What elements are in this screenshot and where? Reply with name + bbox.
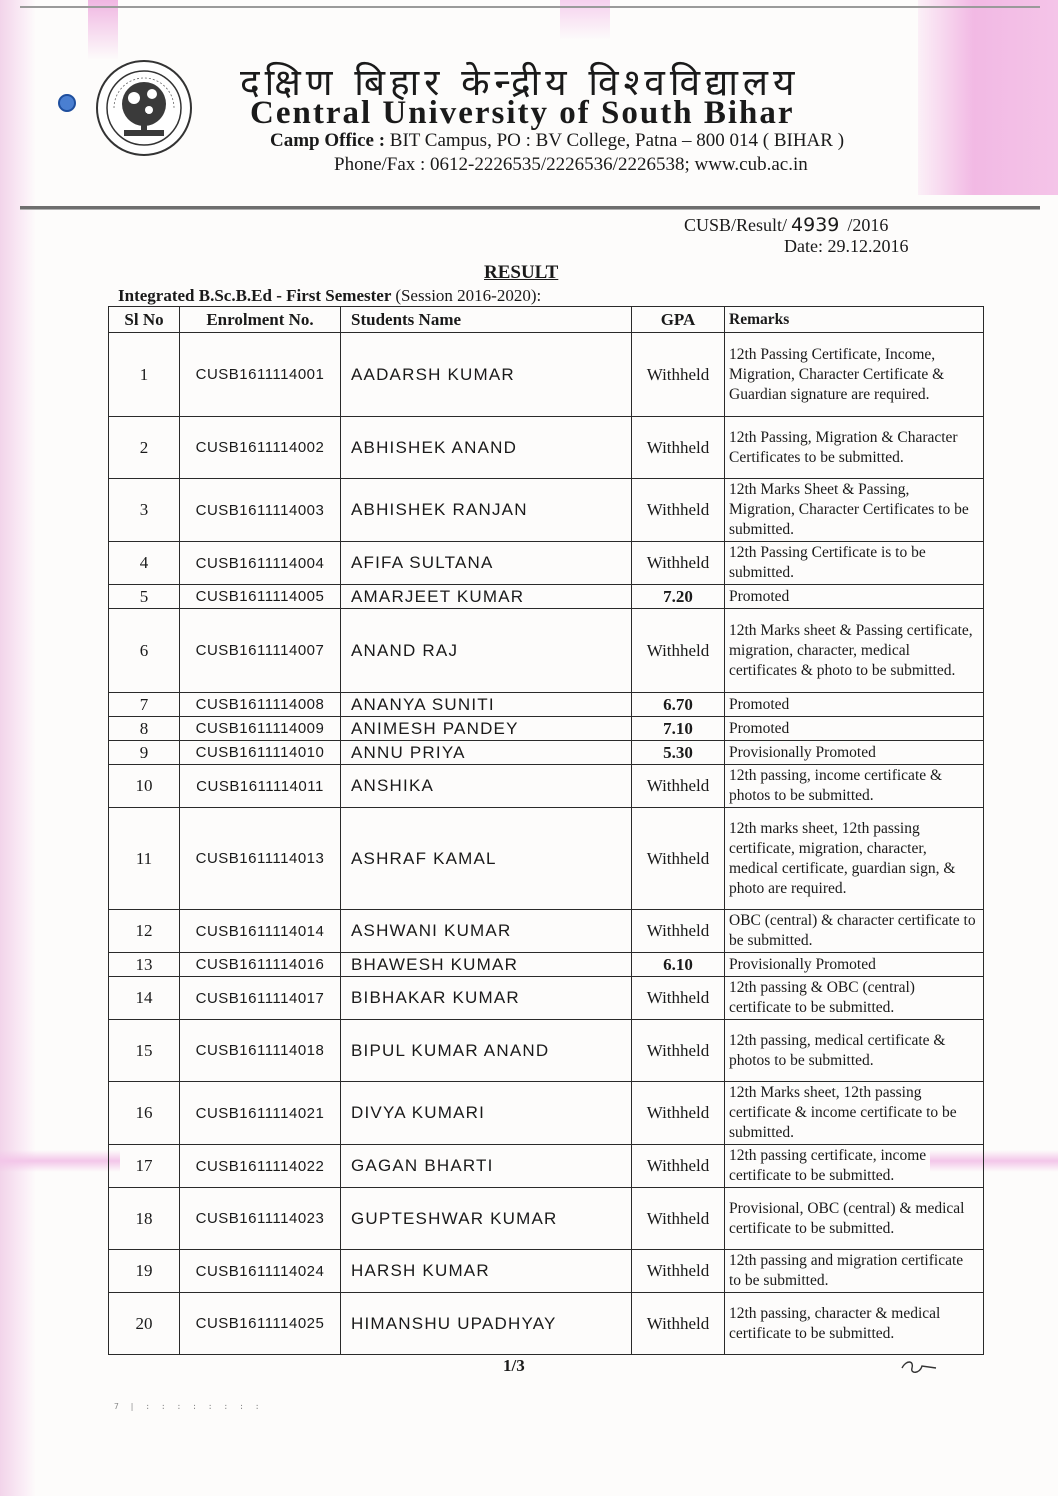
cell-gpa: Withheld — [632, 1020, 725, 1082]
table-row — [109, 717, 984, 741]
cell-remarks: OBC (central) & character certificate to be submitted. — [725, 910, 984, 953]
table-row — [109, 977, 984, 1020]
cell-student-name: AADARSH KUMAR — [341, 333, 632, 417]
scan-pink-mark — [88, 0, 118, 60]
programme-name: Integrated B.Sc.B.Ed - First Semester — [118, 286, 392, 305]
scan-dot-icon — [56, 92, 78, 114]
cell-student-name: GUPTESHWAR KUMAR — [341, 1188, 632, 1250]
cell-gpa: Withheld — [632, 808, 725, 910]
table-row — [109, 1188, 984, 1250]
university-name-hindi: दक्षिण बिहार केन्द्रीय विश्वविद्यालय — [240, 61, 800, 104]
cell-student-name: AFIFA SULTANA — [341, 542, 632, 585]
cell-gpa: 6.70 — [632, 693, 725, 717]
cell-gpa: Withheld — [632, 333, 725, 417]
cell-sl-no: 5 — [109, 585, 180, 609]
table-row — [109, 765, 984, 808]
cell-remarks: 12th Passing, Migration & Character Certificates to be submitted. — [725, 417, 984, 479]
header-remarks: Remarks — [725, 307, 984, 333]
cell-gpa: Withheld — [632, 1188, 725, 1250]
university-seal-icon — [94, 58, 194, 158]
cell-enrolment: CUSB1611114016 — [180, 953, 341, 977]
cell-student-name: HIMANSHU UPADHYAY — [341, 1293, 632, 1355]
cell-enrolment: CUSB1611114001 — [180, 333, 341, 417]
cell-student-name: ANIMESH PANDEY — [341, 717, 632, 741]
camp-address-text: BIT Campus, PO : BV College, Patna – 800 014 ( BIHAR ) — [389, 130, 845, 151]
cell-remarks: Provisionally Promoted — [725, 953, 984, 977]
cell-enrolment: CUSB1611114017 — [180, 977, 341, 1020]
programme-title — [118, 286, 541, 306]
reference-prefix: CUSB/Result/ — [684, 215, 788, 235]
cell-sl-no: 7 — [109, 693, 180, 717]
cell-remarks: 12th passing, character & medical certificate to be submitted. — [725, 1293, 984, 1355]
cell-student-name: HARSH KUMAR — [341, 1250, 632, 1293]
cell-remarks: 12th Passing Certificate is to be submitted. — [725, 542, 984, 585]
cell-remarks: Promoted — [725, 585, 984, 609]
cell-student-name: ANAND RAJ — [341, 609, 632, 693]
table-row — [109, 910, 984, 953]
cell-student-name: ASHRAF KAMAL — [341, 808, 632, 910]
cell-enrolment: CUSB1611114013 — [180, 808, 341, 910]
table-row — [109, 953, 984, 977]
cell-sl-no: 12 — [109, 910, 180, 953]
cell-gpa: Withheld — [632, 1145, 725, 1188]
cell-sl-no: 19 — [109, 1250, 180, 1293]
cell-sl-no: 20 — [109, 1293, 180, 1355]
table-row — [109, 542, 984, 585]
header-enrolment: Enrolment No. — [180, 307, 341, 333]
camp-office-address — [270, 130, 844, 152]
scan-pink-band — [0, 1150, 120, 1172]
table-row — [109, 1145, 984, 1188]
cell-student-name: BIBHAKAR KUMAR — [341, 977, 632, 1020]
cell-remarks: 12th passing certificate, income certificate to be submitted. — [725, 1145, 984, 1188]
cell-student-name: ABHISHEK RANJAN — [341, 479, 632, 542]
cell-enrolment: CUSB1611114024 — [180, 1250, 341, 1293]
table-row — [109, 1082, 984, 1145]
cell-sl-no: 18 — [109, 1188, 180, 1250]
cell-sl-no: 2 — [109, 417, 180, 479]
cell-remarks: 12th Marks sheet & Passing certificate, migration, character, medical certificates & photo to be submitted. — [725, 609, 984, 693]
cell-remarks: Promoted — [725, 717, 984, 741]
cell-sl-no: 15 — [109, 1020, 180, 1082]
scan-edge — [0, 0, 36, 1496]
cell-enrolment: CUSB1611114005 — [180, 585, 341, 609]
top-rule — [20, 6, 1040, 8]
cell-student-name: ABHISHEK ANAND — [341, 417, 632, 479]
table-row — [109, 693, 984, 717]
cell-remarks: 12th Marks sheet, 12th passing certificate & income certificate to be submitted. — [725, 1082, 984, 1145]
camp-office-label: Camp Office : — [270, 130, 386, 151]
cell-gpa: Withheld — [632, 1082, 725, 1145]
cell-sl-no: 3 — [109, 479, 180, 542]
cell-sl-no: 10 — [109, 765, 180, 808]
cell-gpa: Withheld — [632, 609, 725, 693]
cell-remarks: Provisionally Promoted — [725, 741, 984, 765]
table-row — [109, 333, 984, 417]
issue-date: Date: 29.12.2016 — [784, 236, 909, 256]
initials-scribble-icon — [898, 1356, 938, 1378]
cell-gpa: Withheld — [632, 765, 725, 808]
scan-footer-marks: 7 | : : : : : : : : — [114, 1402, 263, 1411]
cell-enrolment: CUSB1611114007 — [180, 609, 341, 693]
cell-gpa: Withheld — [632, 542, 725, 585]
table-row — [109, 585, 984, 609]
university-name: Central University of South Bihar — [250, 95, 795, 131]
cell-remarks: 12th passing, income certificate & photos to be submitted. — [725, 765, 984, 808]
header-student-name: Students Name — [341, 307, 632, 333]
table-row — [109, 609, 984, 693]
cell-enrolment: CUSB1611114014 — [180, 910, 341, 953]
cell-sl-no: 11 — [109, 808, 180, 910]
cell-gpa: Withheld — [632, 1250, 725, 1293]
cell-sl-no: 9 — [109, 741, 180, 765]
phone-fax-line: Phone/Fax : 0612-2226535/2226536/2226538; www.cub.ac.in — [334, 154, 808, 175]
table-header-row — [109, 307, 984, 333]
cell-sl-no: 4 — [109, 542, 180, 585]
header-divider — [20, 206, 1040, 210]
cell-enrolment: CUSB1611114011 — [180, 765, 341, 808]
cell-student-name: BHAWESH KUMAR — [341, 953, 632, 977]
table-row — [109, 417, 984, 479]
header-sl-no: Sl No — [109, 307, 180, 333]
cell-remarks: 12th passing & OBC (central) certificate to be submitted. — [725, 977, 984, 1020]
reference-number — [684, 214, 888, 236]
cell-enrolment: CUSB1611114023 — [180, 1188, 341, 1250]
cell-enrolment: CUSB1611114025 — [180, 1293, 341, 1355]
cell-sl-no: 16 — [109, 1082, 180, 1145]
cell-remarks: 12th Marks Sheet & Passing, Migration, Character Certificates to be submitted. — [725, 479, 984, 542]
cell-gpa: Withheld — [632, 910, 725, 953]
table-row — [109, 1020, 984, 1082]
cell-enrolment: CUSB1611114004 — [180, 542, 341, 585]
cell-gpa: 7.20 — [632, 585, 725, 609]
table-row — [109, 808, 984, 910]
cell-sl-no: 14 — [109, 977, 180, 1020]
cell-enrolment: CUSB1611114002 — [180, 417, 341, 479]
cell-gpa: Withheld — [632, 417, 725, 479]
header-gpa: GPA — [632, 307, 725, 333]
page-number: 1/3 — [503, 1356, 525, 1375]
cell-sl-no: 13 — [109, 953, 180, 977]
table-row — [109, 479, 984, 542]
cell-enrolment: CUSB1611114022 — [180, 1145, 341, 1188]
cell-sl-no: 6 — [109, 609, 180, 693]
cell-gpa: Withheld — [632, 1293, 725, 1355]
cell-student-name: AMARJEET KUMAR — [341, 585, 632, 609]
cell-enrolment: CUSB1611114008 — [180, 693, 341, 717]
reference-year: /2016 — [847, 215, 889, 235]
document-title: RESULT — [484, 262, 559, 283]
cell-sl-no: 1 — [109, 333, 180, 417]
cell-student-name: BIPUL KUMAR ANAND — [341, 1020, 632, 1082]
cell-student-name: ANSHIKA — [341, 765, 632, 808]
reference-handwritten-number: 4939 — [791, 214, 840, 236]
cell-gpa: 6.10 — [632, 953, 725, 977]
table-row — [109, 1293, 984, 1355]
cell-student-name: ASHWANI KUMAR — [341, 910, 632, 953]
cell-enrolment: CUSB1611114009 — [180, 717, 341, 741]
cell-sl-no: 17 — [109, 1145, 180, 1188]
table-row — [109, 1250, 984, 1293]
result-table-body — [109, 333, 984, 1355]
cell-remarks: 12th passing, medical certificate & photos to be submitted. — [725, 1020, 984, 1082]
programme-session: (Session 2016-2020): — [395, 286, 542, 305]
cell-remarks: 12th marks sheet, 12th passing certificate, migration, character, medical certificate, guardian sign, & photo are required. — [725, 808, 984, 910]
cell-remarks: Provisional, OBC (central) & medical certificate to be submitted. — [725, 1188, 984, 1250]
cell-enrolment: CUSB1611114021 — [180, 1082, 341, 1145]
cell-enrolment: CUSB1611114018 — [180, 1020, 341, 1082]
cell-gpa: 7.10 — [632, 717, 725, 741]
cell-remarks: Promoted — [725, 693, 984, 717]
cell-gpa: Withheld — [632, 479, 725, 542]
result-table — [108, 306, 984, 1355]
cell-student-name: DIVYA KUMARI — [341, 1082, 632, 1145]
cell-student-name: ANNU PRIYA — [341, 741, 632, 765]
cell-student-name: GAGAN BHARTI — [341, 1145, 632, 1188]
cell-remarks: 12th Passing Certificate, Income, Migration, Character Certificate & Guardian signature are required. — [725, 333, 984, 417]
cell-sl-no: 8 — [109, 717, 180, 741]
cell-enrolment: CUSB1611114010 — [180, 741, 341, 765]
cell-gpa: Withheld — [632, 977, 725, 1020]
cell-enrolment: CUSB1611114003 — [180, 479, 341, 542]
table-row — [109, 741, 984, 765]
cell-gpa: 5.30 — [632, 741, 725, 765]
cell-student-name: ANANYA SUNITI — [341, 693, 632, 717]
cell-remarks: 12th passing and migration certificate to be submitted. — [725, 1250, 984, 1293]
